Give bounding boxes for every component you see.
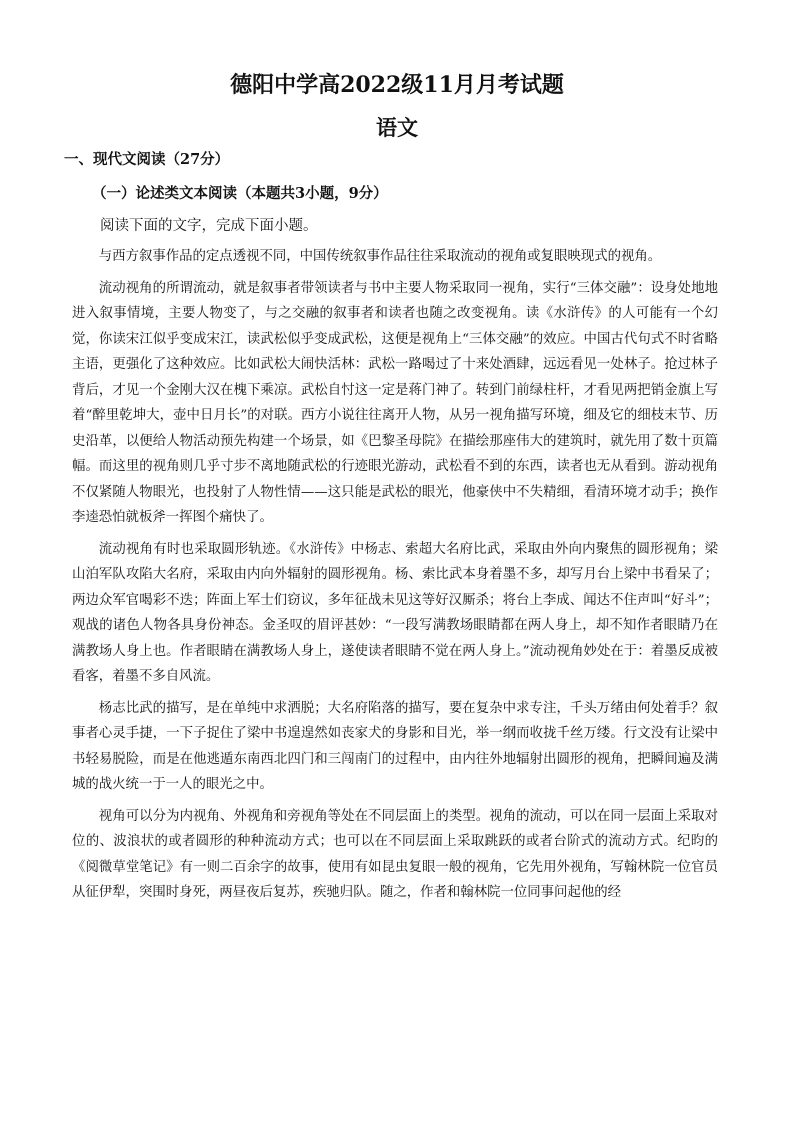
section-heading: 一、现代文阅读（27分） (64, 151, 230, 168)
reading-instruction: 阅读下面的文字，完成下面小题。 (100, 218, 318, 234)
paragraph: 与西方叙事作品的定点透视不同，中国传统叙事作品往往采取流动的视角或复眼映现式的视角。 (98, 249, 662, 264)
exam-title: 德阳中学高2022级11月月考试题 (230, 72, 564, 98)
article-body (72, 244, 718, 912)
subsection-heading: （一）论述类文本阅读（本题共3小题，9分） (92, 185, 388, 202)
paragraph: 流动视角有时也采取圆形轨迹。《水浒传》中杨志、索超大名府比武，采取由外向内聚焦的圆形视角；梁山泊军队攻陷大名府，采取由内向外辐射的圆形视角。杨、索比武本身着墨不多，却写月台上梁中书看呆了；两边众军官喝彩不迭；阵面上军士们窃议，多年征战未见这等好汉厮杀；将台上李成、闻达不住声叫“好斗”；观战的诸色人物各具身份神态。金圣叹的眉评甚妙：“一段写满教场眼睛都在两人身上，却不知作者眼睛乃在满教场人身上也。作者眼睛在满教场人身上，遂使读者眼睛不觉在两人身上。”流动视角妙处在于：着墨反成被看客，着墨不多自风流。 (72, 541, 718, 684)
paragraph: 流动视角的所谓流动，就是叙事者带领读者与书中主要人物采取同一视角，实行“三体交融”：设身处地地进入叙事情境，主要人物变了，与之交融的叙事者和读者也随之改变视角。读《水浒传》的人可能有一个幻觉，你读宋江似乎变成宋江，读武松似乎变成武松，这便是视角上“三体交融”的效应。中国古代句式不时省略主语，更强化了这种效应。比如武松大闹快活林：武松一路喝过了十来处酒肆，远远看见一处林子。抢过林子背后，才见一个金刚大汉在槐下乘凉。武松自忖这一定是蒋门神了。转到门前绿柱杆，才看见两把销金旗上写着“醉里乾坤大，壶中日月长”的对联。西方小说往往离开人物，从另一视角描写环境，细及它的细枝末节、历史沿革，以便给人物活动预先构建一个场景，如《巴黎圣母院》在描绘那座伟大的建筑时，就先用了数十页篇幅。而这里的视角则几乎寸步不离地随武松的行迹眼光游动，武松看不到的东西，读者也无从看到。游动视角不仅紧随人物眼光，也投射了人物性情——这只能是武松的眼光，他豪侠中不失精细，看清环境才动手；换作李逵恐怕就板斧一挥图个痛快了。 (72, 280, 718, 525)
paragraph: 杨志比武的描写，是在单纯中求洒脱；大名府陷落的描写，要在复杂中求专注，千头万绪由何处着手？叙事者心灵手捷，一下子捉住了梁中书遑遑然如丧家犬的身影和目光，举一纲而收拢千丝万缕。行文没有让梁中书轻易脱险，而是在他逃遁东南西北四门和三闯南门的过程中，由内往外地辐射出圆形的视角，把瞬间遍及满城的战火统一于一人的眼光之中。 (72, 700, 718, 792)
subject-title: 语文 (376, 115, 418, 140)
paragraph: 视角可以分为内视角、外视角和旁视角等处在不同层面上的类型。视角的流动，可以在同一层面上采取对位的、波浪状的或者圆形的种种流动方式；也可以在不同层面上采取跳跃的或者台阶式的流动方式。纪昀的《阅微草堂笔记》有一则二百余字的故事，使用有如昆虫复眼一般的视角，它先用外视角，写翰林院一位官员从征伊犁，突围时身死，两昼夜后复苏，疾驰归队。随之，作者和翰林院一位同事问起他的经 (72, 808, 718, 900)
